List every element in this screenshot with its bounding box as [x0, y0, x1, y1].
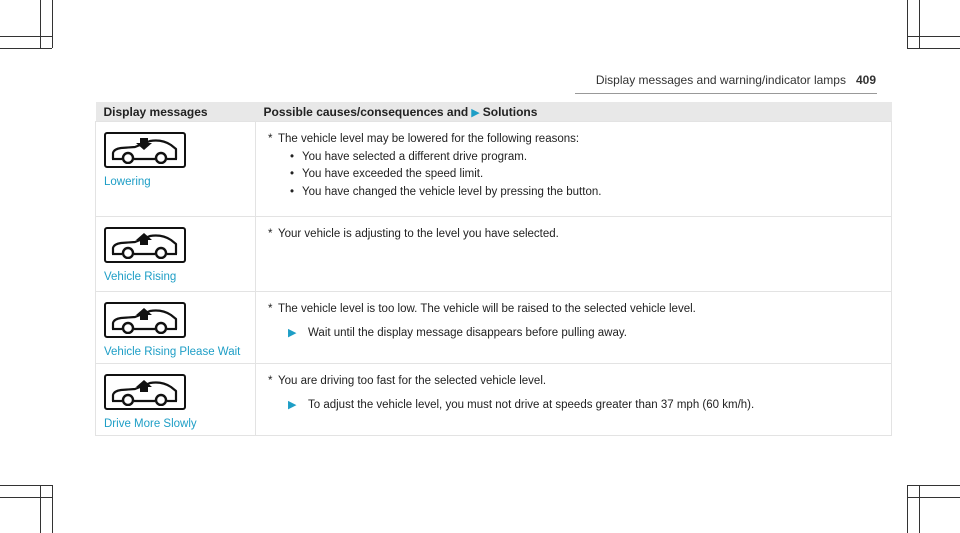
crop-mark	[907, 485, 908, 533]
col-display-messages: Display messages	[96, 102, 256, 122]
crop-mark	[907, 48, 960, 49]
list-item: • You have exceeded the speed limit.	[290, 166, 879, 184]
table-header-row	[96, 102, 892, 122]
crop-mark	[0, 48, 52, 49]
crop-mark	[919, 485, 920, 533]
causes-cell	[256, 122, 892, 217]
cause-text-content: Your vehicle is adjusting to the level you have selected.	[278, 228, 559, 240]
col-causes-label: Possible causes/consequences and	[263, 104, 469, 119]
page-header	[0, 73, 876, 87]
crop-mark	[907, 36, 960, 37]
vehicle-rising-icon	[104, 302, 186, 338]
cause-text: * The vehicle level is too low. The vehicle will be raised to the selected vehicle level.	[268, 301, 879, 319]
solution-step	[268, 325, 879, 343]
table-row	[96, 364, 892, 436]
solution-text: To adjust the vehicle level, you must not drive at speeds greater than 37 mph (60 km/h).	[308, 398, 755, 411]
message-cell	[96, 292, 256, 364]
message-label: Lowering	[104, 176, 151, 188]
vehicle-rising-icon	[104, 227, 186, 263]
message-label: Vehicle Rising	[104, 271, 177, 283]
causes-cell	[256, 217, 892, 292]
crop-mark	[40, 485, 41, 533]
vehicle-lowering-icon	[104, 132, 186, 168]
cause-text-content: The vehicle level is too low. The vehicle will be raised to the selected vehicle level.	[278, 303, 696, 315]
solution-arrow-icon: ▶	[288, 326, 297, 339]
vehicle-rising-icon	[104, 374, 186, 410]
crop-mark	[0, 497, 52, 498]
list-item: • You have changed the vehicle level by pressing the button.	[290, 184, 879, 202]
cause-text-content: You are driving too fast for the selected vehicle level.	[278, 375, 547, 387]
solution-text: Wait until the display message disappears before pulling away.	[308, 326, 627, 339]
col-causes-solutions	[256, 102, 892, 122]
message-cell	[96, 122, 256, 217]
table-row	[96, 217, 892, 292]
message-label: Vehicle Rising Please Wait	[104, 346, 241, 358]
solution-step	[268, 397, 879, 415]
header-rule	[575, 93, 877, 94]
causes-cell	[256, 364, 892, 436]
message-cell	[96, 217, 256, 292]
crop-mark	[40, 0, 41, 48]
table-row	[96, 292, 892, 364]
cause-bullet-list	[268, 149, 879, 202]
display-messages-table	[95, 102, 892, 436]
page-number: 409	[855, 73, 876, 87]
crop-mark	[907, 0, 908, 48]
crop-mark	[907, 497, 960, 498]
solution-arrow-icon: ▶	[471, 106, 480, 119]
crop-mark	[919, 0, 920, 48]
list-item: • You have selected a different drive program.	[290, 149, 879, 167]
crop-mark	[0, 485, 52, 486]
solution-arrow-icon: ▶	[288, 398, 297, 411]
cause-text: * You are driving too fast for the selected vehicle level.	[268, 373, 879, 391]
crop-mark	[52, 0, 53, 48]
page-header-title: Display messages and warning/indicator lamps	[595, 73, 846, 87]
crop-mark	[52, 485, 53, 533]
crop-mark	[0, 36, 52, 37]
message-label: Drive More Slowly	[104, 418, 197, 430]
table-row	[96, 122, 892, 217]
cause-text-content: The vehicle level may be lowered for the following reasons:	[278, 133, 580, 145]
cause-text: * The vehicle level may be lowered for the following reasons:	[268, 131, 879, 149]
cause-text: * Your vehicle is adjusting to the level you have selected.	[268, 226, 879, 244]
crop-mark	[907, 485, 960, 486]
message-cell	[96, 364, 256, 436]
col-solutions-label: Solutions	[482, 104, 538, 119]
causes-cell	[256, 292, 892, 364]
